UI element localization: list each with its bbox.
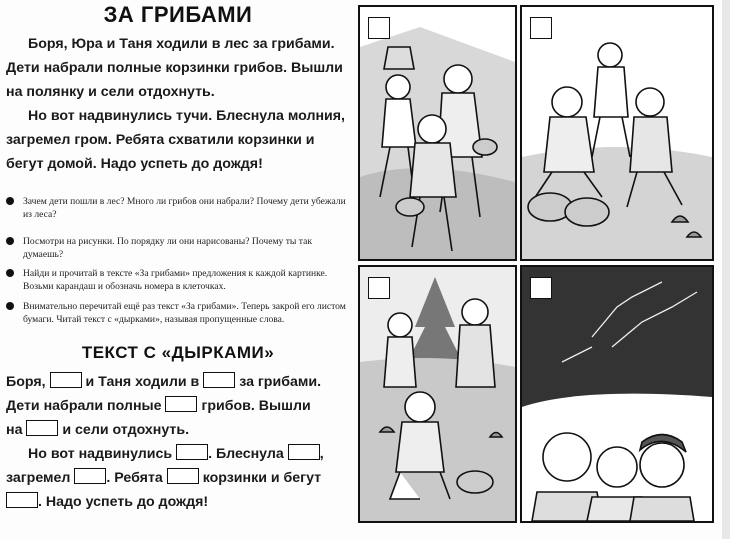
- gap-text-fragment: и сели отдохнуть.: [62, 422, 190, 438]
- gap-text-fragment: корзинки и бегут: [202, 470, 322, 486]
- picture-panel-2: [520, 5, 714, 261]
- page-title: ЗА ГРИБАМИ: [103, 2, 253, 27]
- question-item: [6, 268, 352, 293]
- question-text: Внимательно перечитай ещё раз текст «За грибами». Теперь закрой его листом бумаги. Читай текст с «дырками», называя пропущенные слова.: [23, 301, 346, 325]
- gap-text-fragment: . Блеснула: [208, 446, 284, 462]
- illustrations: [356, 0, 730, 539]
- gap-line: [6, 394, 354, 418]
- number-box[interactable]: [368, 17, 390, 39]
- text-column: [0, 0, 356, 539]
- children-walking-with-baskets-illustration: [360, 7, 515, 259]
- gap-text-fragment: загремел: [6, 470, 71, 486]
- number-box[interactable]: [368, 277, 390, 299]
- blank-box[interactable]: [74, 468, 106, 484]
- story-text: [6, 32, 354, 176]
- question-item: [6, 236, 352, 261]
- gap-line: [6, 418, 354, 442]
- gap-line: [6, 370, 354, 394]
- blank-box[interactable]: [6, 492, 38, 508]
- children-under-lightning-storm-illustration: [522, 267, 712, 521]
- story-paragraph-2: Но вот надвинулись тучи. Блеснула молния, загремел гром. Ребята схватили корзинки и бегут домой. Надо успеть до дождя!: [6, 108, 345, 172]
- gap-text-title: ТЕКСТ С «ДЫРКАМИ»: [81, 343, 275, 362]
- gap-text-fragment: ,: [319, 446, 324, 462]
- question-text: Посмотри на рисунки. По порядку ли они нарисованы? Почему ты так думаешь?: [23, 236, 312, 260]
- gap-text-fragment: грибов. Вышли: [201, 398, 311, 414]
- blank-box[interactable]: [288, 444, 320, 460]
- picture-panel-1: [358, 5, 517, 261]
- blank-box[interactable]: [50, 372, 82, 388]
- gap-text-fragment: и Таня ходили в: [85, 374, 200, 390]
- number-box[interactable]: [530, 17, 552, 39]
- gap-text-fragment: за грибами.: [239, 374, 322, 390]
- children-picking-mushrooms-in-forest-illustration: [360, 267, 515, 521]
- blank-box[interactable]: [203, 372, 235, 388]
- picture-panel-3: [358, 265, 517, 523]
- gap-text-fragment: Боря,: [6, 374, 46, 390]
- blank-box[interactable]: [26, 420, 58, 436]
- gap-line: [6, 442, 354, 466]
- gap-text-fragment: . Надо успеть до дождя!: [38, 494, 209, 510]
- gap-text-fragment: Дети набрали полные: [6, 398, 162, 414]
- children-resting-on-glade-illustration: [522, 7, 712, 259]
- bullet-icon: [6, 269, 14, 277]
- question-item: [6, 196, 352, 221]
- page-edge: [722, 0, 730, 539]
- gap-text: [6, 370, 354, 514]
- question-text: Зачем дети пошли в лес? Много ли грибов они набрали? Почему дети убежали из леса?: [23, 196, 346, 220]
- blank-box[interactable]: [167, 468, 199, 484]
- number-box[interactable]: [530, 277, 552, 299]
- gap-text-fragment: Но вот надвинулись: [28, 446, 173, 462]
- question-item: [6, 301, 352, 326]
- story-paragraph-1: Боря, Юра и Таня ходили в лес за грибами. Дети набрали полные корзинки грибов. Вышли на полянку и сели отдохнуть.: [6, 36, 343, 100]
- gap-text-fragment: на: [6, 422, 23, 438]
- bullet-icon: [6, 237, 14, 245]
- bullet-icon: [6, 197, 14, 205]
- blank-box[interactable]: [176, 444, 208, 460]
- picture-panel-4: [520, 265, 714, 523]
- gap-line: [6, 466, 354, 490]
- gap-text-fragment: . Ребята: [106, 470, 163, 486]
- bullet-icon: [6, 302, 14, 310]
- blank-box[interactable]: [165, 396, 197, 412]
- question-text: Найди и прочитай в тексте «За грибами» предложения к каждой картинке. Возьми карандаш и обозначь номера в клеточках.: [23, 268, 328, 292]
- gap-line: [6, 490, 354, 514]
